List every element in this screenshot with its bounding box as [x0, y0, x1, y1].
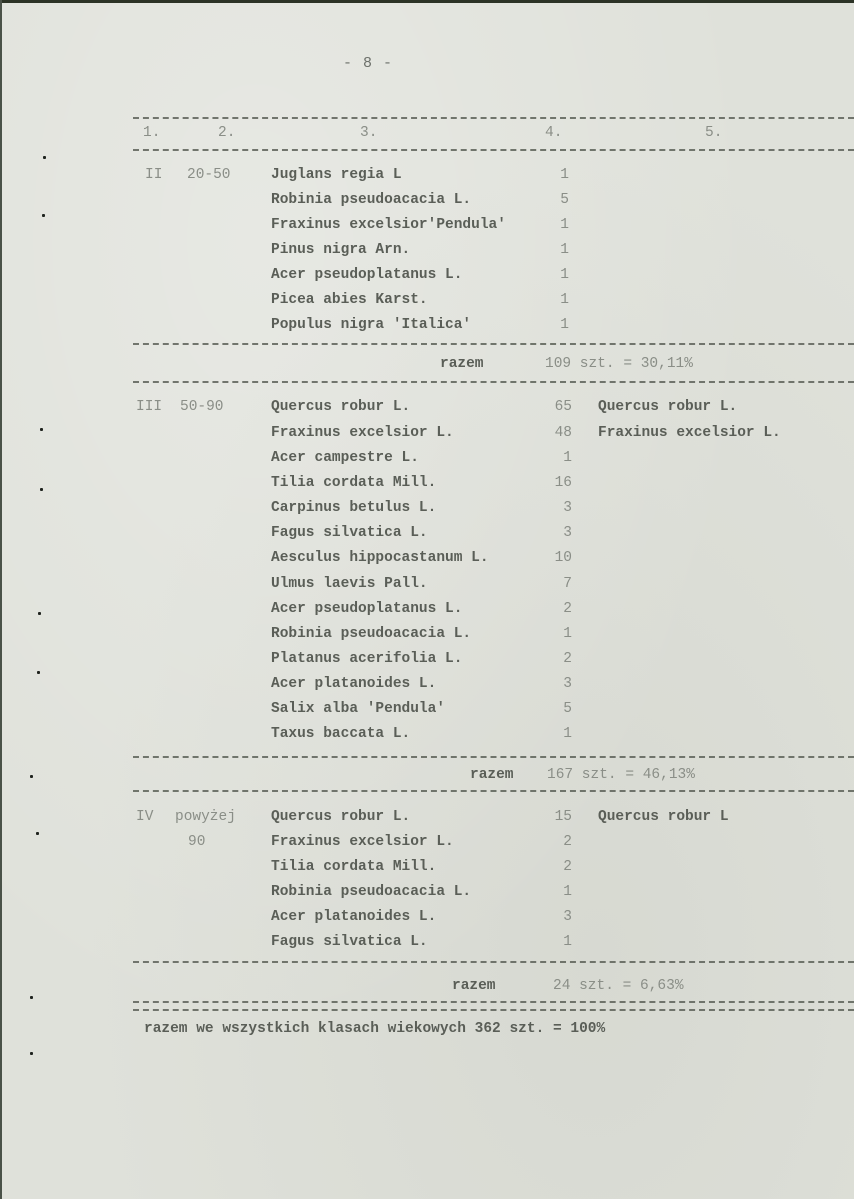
subtotal-value: 167 szt. = 46,13%	[547, 767, 695, 783]
header-bottom-rule	[133, 149, 854, 151]
age-range: powyżej	[175, 809, 236, 825]
tree-count: 7	[563, 576, 572, 592]
tree-count: 2	[563, 651, 572, 667]
subtotal-label: razem	[452, 978, 496, 994]
tree-count: 2	[563, 834, 572, 850]
tree-count: 3	[563, 525, 572, 541]
tree-count: 1	[563, 934, 572, 950]
col-header-2: 2.	[218, 125, 236, 141]
group-rule	[133, 381, 854, 383]
group-rule	[133, 1001, 854, 1003]
species-name: Fraxinus excelsior'Pendula'	[271, 217, 506, 233]
species-name: Tilia cordata Mill.	[271, 859, 437, 875]
tree-count: 2	[563, 601, 572, 617]
tree-count: 1	[563, 726, 572, 742]
grand-total: razem we wszystkich klasach wiekowych 362 szt. = 100%	[144, 1021, 606, 1037]
tree-count: 1	[560, 217, 569, 233]
tree-count: 1	[560, 167, 569, 183]
margin-speck	[30, 996, 33, 999]
col-header-5: 5.	[705, 125, 723, 141]
margin-speck	[40, 488, 43, 491]
age-range: 20-50	[187, 167, 231, 183]
tree-count: 5	[560, 192, 569, 208]
subtotal-value: 109 szt. = 30,11%	[545, 356, 693, 372]
scan-top-border	[0, 0, 854, 3]
age-range: 50-90	[180, 399, 224, 415]
col-header-1: 1.	[143, 125, 161, 141]
species-name: Fagus silvatica L.	[271, 525, 428, 541]
species-name: Pinus nigra Arn.	[271, 242, 411, 258]
margin-speck	[30, 1052, 33, 1055]
header-top-rule	[133, 117, 854, 119]
species-name: Fraxinus excelsior L.	[271, 425, 454, 441]
scan-left-border	[0, 0, 2, 1199]
col-header-4: 4.	[545, 125, 563, 141]
species-name: Carpinus betulus L.	[271, 500, 437, 516]
tree-count: 3	[563, 909, 572, 925]
margin-speck	[30, 775, 33, 778]
age-range-line2: 90	[188, 834, 206, 850]
dominant-species: Fraxinus excelsior L.	[598, 425, 781, 441]
tree-count: 1	[560, 267, 569, 283]
dominant-species: Quercus robur L	[598, 809, 729, 825]
species-name: Ulmus laevis Pall.	[271, 576, 428, 592]
tree-count: 1	[560, 317, 569, 333]
subtotal-value: 24 szt. = 6,63%	[553, 978, 684, 994]
tree-count: 10	[554, 550, 572, 566]
species-name: Robinia pseudoacacia L.	[271, 192, 472, 208]
group-rule	[133, 790, 854, 792]
tree-count: 16	[554, 475, 572, 491]
species-name: Fraxinus excelsior L.	[271, 834, 454, 850]
tree-count: 2	[563, 859, 572, 875]
tree-count: 15	[554, 809, 572, 825]
margin-speck	[38, 612, 41, 615]
species-name: Fagus silvatica L.	[271, 934, 428, 950]
age-class: IV	[136, 809, 154, 825]
col-header-3: 3.	[360, 125, 378, 141]
species-name: Acer pseudoplatanus L.	[271, 601, 463, 617]
species-name: Juglans regia L	[271, 167, 402, 183]
tree-count: 1	[560, 292, 569, 308]
tree-count: 3	[563, 676, 572, 692]
subtotal-label: razem	[470, 767, 514, 783]
tree-count: 5	[563, 701, 572, 717]
species-name: Acer platanoides L.	[271, 909, 437, 925]
page-number: - 8 -	[343, 55, 394, 72]
group-rule	[133, 961, 854, 963]
age-class: III	[136, 399, 163, 415]
species-name: Picea abies Karst.	[271, 292, 428, 308]
species-name: Tilia cordata Mill.	[271, 475, 437, 491]
group-rule-double	[133, 1009, 854, 1011]
tree-count: 1	[560, 242, 569, 258]
margin-speck	[40, 428, 43, 431]
dominant-species: Quercus robur L.	[598, 399, 738, 415]
species-name: Quercus robur L.	[271, 399, 411, 415]
group-rule	[133, 756, 854, 758]
margin-speck	[37, 671, 40, 674]
tree-count: 1	[563, 450, 572, 466]
tree-count: 65	[554, 399, 572, 415]
age-class: II	[145, 167, 163, 183]
group-rule	[133, 343, 854, 345]
species-name: Aesculus hippocastanum L.	[271, 550, 489, 566]
species-name: Taxus baccata L.	[271, 726, 411, 742]
tree-count: 1	[563, 626, 572, 642]
species-name: Populus nigra 'Italica'	[271, 317, 472, 333]
species-name: Platanus acerifolia L.	[271, 651, 463, 667]
species-name: Acer platanoides L.	[271, 676, 437, 692]
margin-speck	[43, 156, 46, 159]
species-name: Acer campestre L.	[271, 450, 419, 466]
species-name: Salix alba 'Pendula'	[271, 701, 446, 717]
margin-speck	[42, 214, 45, 217]
tree-count: 48	[554, 425, 572, 441]
species-name: Quercus robur L.	[271, 809, 411, 825]
tree-count: 3	[563, 500, 572, 516]
species-name: Robinia pseudoacacia L.	[271, 884, 472, 900]
species-name: Acer pseudoplatanus L.	[271, 267, 463, 283]
species-name: Robinia pseudoacacia L.	[271, 626, 472, 642]
subtotal-label: razem	[440, 356, 484, 372]
tree-count: 1	[563, 884, 572, 900]
margin-speck	[36, 832, 39, 835]
